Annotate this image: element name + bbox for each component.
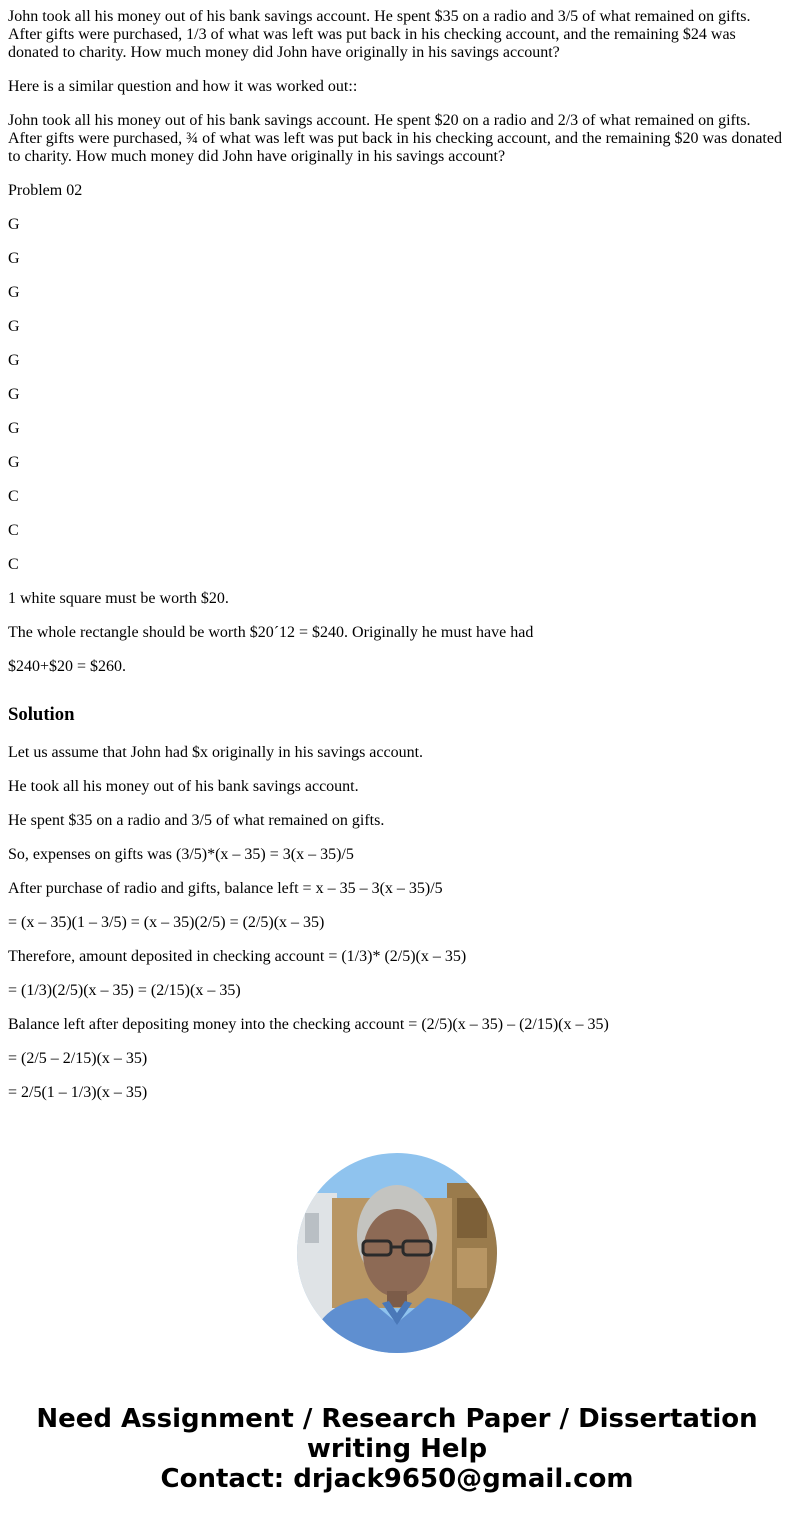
diagram-letter: G <box>8 352 20 369</box>
solution-line: = (x – 35)(1 – 3/5) = (x – 35)(2/5) = (2/5)(x – 35) <box>8 914 325 931</box>
diagram-letter: C <box>8 488 19 505</box>
diagram-letter: G <box>8 318 20 335</box>
diagram-letter: G <box>8 284 20 301</box>
similar-question-text: John took all his money out of his bank savings account. He spent $20 on a radio and 2/3 of what remained on gifts. After gifts were purchased, ¾ of what was left was put back in his checking account, and the remaining $20 was donated to charity. How much money did John have originally in his savings account? <box>8 112 782 165</box>
diagram-letter: G <box>8 250 20 267</box>
author-avatar <box>297 1153 497 1353</box>
problem-label: Problem 02 <box>8 182 83 199</box>
solution-line: Balance left after depositing money into the checking account = (2/5)(x – 35) – (2/15)(x – 35) <box>8 1016 609 1033</box>
similar-intro: Here is a similar question and how it was worked out:: <box>8 78 358 95</box>
diagram-letter: C <box>8 556 19 573</box>
promo-line: Need Assignment / Research Paper / Dissertation <box>36 1404 758 1434</box>
solution-line: = (1/3)(2/5)(x – 35) = (2/15)(x – 35) <box>8 982 241 999</box>
solution-line: Let us assume that John had $x originally in his savings account. <box>8 744 424 761</box>
worked-line: 1 white square must be worth $20. <box>8 590 229 607</box>
diagram-letter: G <box>8 454 20 471</box>
solution-line: = 2/5(1 – 1/3)(x – 35) <box>8 1084 148 1101</box>
promo-contact: Contact: drjack9650@gmail.com <box>160 1464 634 1494</box>
solution-line: Therefore, amount deposited in checking account = (1/3)* (2/5)(x – 35) <box>8 948 467 965</box>
diagram-letter: C <box>8 522 19 539</box>
solution-body <box>8 744 786 1102</box>
promo-line: writing Help <box>306 1434 488 1464</box>
solution-line: So, expenses on gifts was (3/5)*(x – 35) = 3(x – 35)/5 <box>8 846 354 863</box>
solution-line: He spent $35 on a radio and 3/5 of what remained on gifts. <box>8 812 385 829</box>
solution-line: He took all his money out of his bank savings account. <box>8 778 359 795</box>
promo-banner <box>0 1404 794 1494</box>
worked-line: $240+$20 = $260. <box>8 658 127 675</box>
solution-line: = (2/5 – 2/15)(x – 35) <box>8 1050 148 1067</box>
question-text: John took all his money out of his bank savings account. He spent $35 on a radio and 3/5 of what remained on gifts. After gifts were purchased, 1/3 of what was left was put back in his checking account, and the remaining $24 was donated to charity. How much money did John have originally in his savings account? <box>8 8 751 61</box>
solution-heading: Solution <box>8 704 75 725</box>
author-portrait-image <box>297 1153 497 1353</box>
diagram-letter: G <box>8 386 20 403</box>
diagram-letters <box>8 216 786 574</box>
worked-line: The whole rectangle should be worth $20´12 = $240. Originally he must have had <box>8 624 534 641</box>
diagram-letter: G <box>8 216 20 233</box>
diagram-letter: G <box>8 420 20 437</box>
solution-line: After purchase of radio and gifts, balance left = x – 35 – 3(x – 35)/5 <box>8 880 443 897</box>
